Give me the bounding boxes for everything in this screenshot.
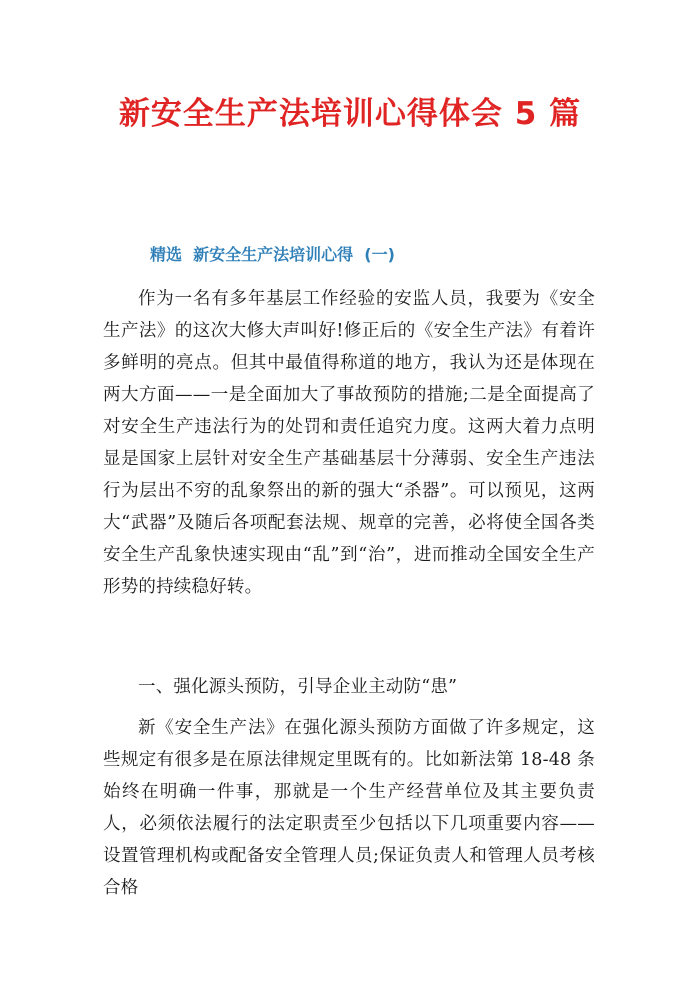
section-heading: 精选 新安全生产法培训心得 (一) (150, 245, 395, 264)
body-paragraph: 新《安全生产法》在强化源头预防方面做了许多规定，这些规定有很多是在原法律规定里既有的。比如新法第 18-48 条始终在明确一件事，那就是一个生产经营单位及其主要负责人，必须依法履行的法定职责至少包括以下几项重要内容——设置管理机构或配备安全管理人员;保证负责人和管理人员考核合格 (103, 718, 595, 898)
document-title: 新安全生产法培训心得体会 5 篇 (118, 96, 582, 132)
subheading-paragraph: 一、强化源头预防，引导企业主动防“患” (138, 677, 458, 697)
body-paragraph: 作为一名有多年基层工作经验的安监人员，我要为《安全生产法》的这次大修大声叫好!修正后的《安全生产法》有着许多鲜明的亮点。但其中最值得称道的地方，我认为还是体现在两大方面——一是全面加大了事故预防的措施;二是全面提高了对安全生产违法行为的处罚和责任追究力度。这两大着力点明显是国家上层针对安全生产基础基层十分薄弱、安全生产违法行为层出不穷的乱象祭出的新的强大“杀器”。可以预见，这两大“武器”及随后各项配套法规、规章的完善，必将使全国各类安全生产乱象快速实现由“乱”到“治”，进而推动全国安全生产形势的持续稳好转。 (103, 289, 595, 597)
